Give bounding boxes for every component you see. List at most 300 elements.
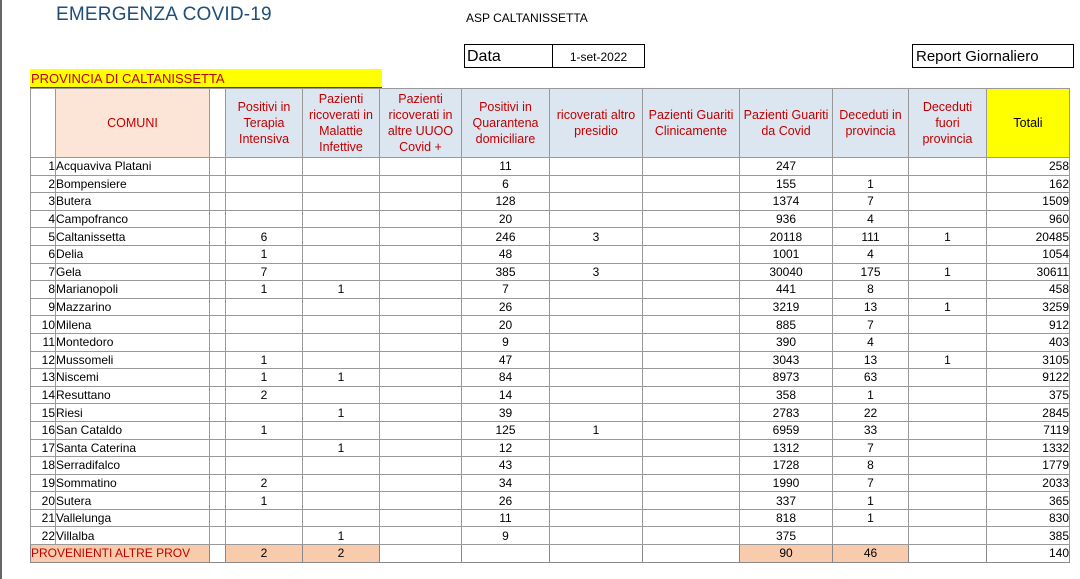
comune-name: Milena xyxy=(56,316,210,334)
cell-quarantena: 6 xyxy=(462,175,550,193)
comune-name: Serradifalco xyxy=(56,457,210,475)
cell-altro-presidio xyxy=(550,509,643,527)
cell-altro-presidio xyxy=(550,439,643,457)
cell-deceduti-prov: 22 xyxy=(833,404,909,422)
header-comuni: COMUNI xyxy=(56,89,210,158)
page-left-border xyxy=(0,0,2,579)
cell-deceduti-fuori xyxy=(909,316,987,334)
cell-malattie xyxy=(303,509,380,527)
cell-totali: 162 xyxy=(987,175,1070,193)
table-row xyxy=(31,263,1070,281)
cell-malattie xyxy=(303,492,380,510)
row-gap xyxy=(210,492,226,510)
header-terapia-intensiva: Positivi in Terapia Intensiva xyxy=(226,89,303,158)
row-gap xyxy=(210,421,226,439)
cell-quarantena: 48 xyxy=(462,245,550,263)
footer-row-altre-prov xyxy=(31,545,1070,563)
cell-clinicamente xyxy=(643,298,740,316)
cell-clinicamente xyxy=(643,421,740,439)
cell-clinicamente xyxy=(643,158,740,176)
cell-malattie xyxy=(303,298,380,316)
footer-totali: 140 xyxy=(987,545,1070,563)
table-header-row xyxy=(31,89,1070,158)
cell-altro-presidio xyxy=(550,527,643,545)
cell-deceduti-fuori xyxy=(909,492,987,510)
comune-name: Butera xyxy=(56,193,210,211)
cell-quarantena: 26 xyxy=(462,492,550,510)
table-row xyxy=(31,333,1070,351)
cell-altre xyxy=(380,210,462,228)
row-index: 3 xyxy=(31,193,56,211)
cell-deceduti-fuori xyxy=(909,281,987,299)
footer-label: PROVENIENTI ALTRE PROV xyxy=(31,545,210,563)
cell-deceduti-fuori xyxy=(909,158,987,176)
footer-gap xyxy=(210,545,226,563)
cell-da-covid: 337 xyxy=(740,492,833,510)
row-index: 4 xyxy=(31,210,56,228)
row-index: 9 xyxy=(31,298,56,316)
table-row xyxy=(31,509,1070,527)
cell-deceduti-fuori: 1 xyxy=(909,351,987,369)
cell-altre xyxy=(380,175,462,193)
row-gap xyxy=(210,386,226,404)
cell-malattie xyxy=(303,263,380,281)
footer-terapia: 2 xyxy=(226,545,303,563)
cell-terapia: 2 xyxy=(226,474,303,492)
cell-deceduti-fuori xyxy=(909,404,987,422)
cell-altre xyxy=(380,421,462,439)
header-malattie-infettive: Pazienti ricoverati in Malattie Infettive xyxy=(303,89,380,158)
row-gap xyxy=(210,193,226,211)
cell-malattie xyxy=(303,193,380,211)
row-index: 1 xyxy=(31,158,56,176)
cell-clinicamente xyxy=(643,263,740,281)
cell-altro-presidio xyxy=(550,245,643,263)
cell-altro-presidio xyxy=(550,193,643,211)
cell-deceduti-fuori xyxy=(909,245,987,263)
date-value: 1-set-2022 xyxy=(552,44,645,68)
cell-malattie xyxy=(303,386,380,404)
cell-totali: 7119 xyxy=(987,421,1070,439)
cell-deceduti-prov: 1 xyxy=(833,386,909,404)
cell-altro-presidio: 3 xyxy=(550,228,643,246)
date-label: Data xyxy=(464,44,552,68)
row-index: 17 xyxy=(31,439,56,457)
row-index: 5 xyxy=(31,228,56,246)
row-gap xyxy=(210,298,226,316)
cell-altre xyxy=(380,369,462,387)
cell-altre xyxy=(380,263,462,281)
header-guariti-da-covid: Pazienti Guariti da Covid xyxy=(740,89,833,158)
comune-name: Bompensiere xyxy=(56,175,210,193)
cell-da-covid: 818 xyxy=(740,509,833,527)
row-index: 22 xyxy=(31,527,56,545)
header-index xyxy=(31,89,56,158)
row-index: 11 xyxy=(31,333,56,351)
cell-clinicamente xyxy=(643,210,740,228)
cell-deceduti-prov: 1 xyxy=(833,175,909,193)
cell-deceduti-prov: 7 xyxy=(833,316,909,334)
cell-altre xyxy=(380,193,462,211)
table-row xyxy=(31,474,1070,492)
cell-terapia: 1 xyxy=(226,351,303,369)
cell-quarantena: 26 xyxy=(462,298,550,316)
comune-name: Caltanissetta xyxy=(56,228,210,246)
cell-malattie xyxy=(303,158,380,176)
cell-quarantena: 9 xyxy=(462,527,550,545)
cell-terapia: 1 xyxy=(226,369,303,387)
cell-altro-presidio xyxy=(550,386,643,404)
cell-altro-presidio xyxy=(550,333,643,351)
cell-deceduti-prov: 1 xyxy=(833,492,909,510)
cell-clinicamente xyxy=(643,404,740,422)
cell-malattie: 1 xyxy=(303,527,380,545)
cell-deceduti-prov: 13 xyxy=(833,351,909,369)
cell-clinicamente xyxy=(643,386,740,404)
cell-da-covid: 1001 xyxy=(740,245,833,263)
comune-name: Sommatino xyxy=(56,474,210,492)
cell-terapia: 7 xyxy=(226,263,303,281)
row-gap xyxy=(210,351,226,369)
cell-altre xyxy=(380,492,462,510)
cell-deceduti-prov: 4 xyxy=(833,245,909,263)
cell-clinicamente xyxy=(643,439,740,457)
cell-altre xyxy=(380,281,462,299)
cell-clinicamente xyxy=(643,281,740,299)
cell-da-covid: 1990 xyxy=(740,474,833,492)
row-index: 20 xyxy=(31,492,56,510)
row-index: 2 xyxy=(31,175,56,193)
row-gap xyxy=(210,404,226,422)
cell-terapia xyxy=(226,439,303,457)
cell-clinicamente xyxy=(643,351,740,369)
cell-deceduti-fuori xyxy=(909,369,987,387)
table-row xyxy=(31,404,1070,422)
cell-malattie xyxy=(303,474,380,492)
cell-deceduti-fuori xyxy=(909,193,987,211)
cell-altro-presidio xyxy=(550,492,643,510)
comune-name: Mussomeli xyxy=(56,351,210,369)
province-title: PROVINCIA DI CALTANISSETTA xyxy=(30,69,382,88)
cell-totali: 1332 xyxy=(987,439,1070,457)
cell-totali: 3259 xyxy=(987,298,1070,316)
comune-name: Niscemi xyxy=(56,369,210,387)
cell-malattie xyxy=(303,228,380,246)
cell-quarantena: 7 xyxy=(462,281,550,299)
cell-totali: 2033 xyxy=(987,474,1070,492)
table-row xyxy=(31,158,1070,176)
comune-name: Sutera xyxy=(56,492,210,510)
cell-altre xyxy=(380,316,462,334)
cell-totali: 458 xyxy=(987,281,1070,299)
cell-altro-presidio xyxy=(550,175,643,193)
cell-da-covid: 885 xyxy=(740,316,833,334)
comune-name: Villalba xyxy=(56,527,210,545)
cell-deceduti-fuori: 1 xyxy=(909,263,987,281)
cell-da-covid: 8973 xyxy=(740,369,833,387)
comune-name: Gela xyxy=(56,263,210,281)
cell-totali: 258 xyxy=(987,158,1070,176)
cell-totali: 3105 xyxy=(987,351,1070,369)
cell-altro-presidio xyxy=(550,298,643,316)
cell-quarantena: 20 xyxy=(462,316,550,334)
cell-altro-presidio: 1 xyxy=(550,421,643,439)
cell-totali: 2845 xyxy=(987,404,1070,422)
table-row xyxy=(31,527,1070,545)
cell-da-covid: 247 xyxy=(740,158,833,176)
cell-altre xyxy=(380,333,462,351)
cell-quarantena: 385 xyxy=(462,263,550,281)
cell-deceduti-prov: 111 xyxy=(833,228,909,246)
row-index: 7 xyxy=(31,263,56,281)
table-row xyxy=(31,369,1070,387)
header-deceduti-provincia: Deceduti in provincia xyxy=(833,89,909,158)
cell-clinicamente xyxy=(643,193,740,211)
row-gap xyxy=(210,281,226,299)
cell-deceduti-fuori xyxy=(909,333,987,351)
cell-deceduti-prov: 175 xyxy=(833,263,909,281)
cell-quarantena: 12 xyxy=(462,439,550,457)
cell-quarantena: 125 xyxy=(462,421,550,439)
row-gap xyxy=(210,263,226,281)
cell-da-covid: 1312 xyxy=(740,439,833,457)
cell-da-covid: 441 xyxy=(740,281,833,299)
cell-totali: 385 xyxy=(987,527,1070,545)
cell-deceduti-prov xyxy=(833,527,909,545)
cell-terapia xyxy=(226,298,303,316)
cell-altro-presidio xyxy=(550,457,643,475)
cell-deceduti-prov: 1 xyxy=(833,509,909,527)
cell-clinicamente xyxy=(643,245,740,263)
cell-deceduti-fuori xyxy=(909,386,987,404)
comune-name: Riesi xyxy=(56,404,210,422)
row-gap xyxy=(210,369,226,387)
cell-altre xyxy=(380,474,462,492)
table-row xyxy=(31,281,1070,299)
cell-da-covid: 1728 xyxy=(740,457,833,475)
cell-quarantena: 14 xyxy=(462,386,550,404)
footer-quarantena xyxy=(462,545,550,563)
header-altro-presidio: ricoverati altro presidio xyxy=(550,89,643,158)
cell-terapia xyxy=(226,457,303,475)
cell-da-covid: 2783 xyxy=(740,404,833,422)
cell-da-covid: 3219 xyxy=(740,298,833,316)
cell-altro-presidio: 3 xyxy=(550,263,643,281)
cell-totali: 960 xyxy=(987,210,1070,228)
row-index: 19 xyxy=(31,474,56,492)
cell-clinicamente xyxy=(643,316,740,334)
header-altre-uuoo: Pazienti ricoverati in altre UUOO Covid + xyxy=(380,89,462,158)
cell-malattie: 1 xyxy=(303,404,380,422)
cell-altro-presidio xyxy=(550,210,643,228)
cell-da-covid: 1374 xyxy=(740,193,833,211)
cell-totali: 9122 xyxy=(987,369,1070,387)
cell-deceduti-prov: 8 xyxy=(833,281,909,299)
comune-name: Montedoro xyxy=(56,333,210,351)
cell-altro-presidio xyxy=(550,281,643,299)
cell-deceduti-fuori xyxy=(909,210,987,228)
cell-malattie xyxy=(303,245,380,263)
cell-totali: 1779 xyxy=(987,457,1070,475)
row-index: 21 xyxy=(31,509,56,527)
cell-da-covid: 936 xyxy=(740,210,833,228)
row-index: 6 xyxy=(31,245,56,263)
footer-altre xyxy=(380,545,462,563)
cell-quarantena: 84 xyxy=(462,369,550,387)
cell-altre xyxy=(380,404,462,422)
cell-totali: 30611 xyxy=(987,263,1070,281)
cell-altre xyxy=(380,386,462,404)
cell-quarantena: 9 xyxy=(462,333,550,351)
cell-da-covid: 30040 xyxy=(740,263,833,281)
cell-terapia xyxy=(226,210,303,228)
cell-deceduti-prov xyxy=(833,158,909,176)
cell-da-covid: 375 xyxy=(740,527,833,545)
cell-terapia: 1 xyxy=(226,421,303,439)
footer-deceduti-fuori xyxy=(909,545,987,563)
comune-name: Marianopoli xyxy=(56,281,210,299)
cell-terapia xyxy=(226,193,303,211)
cell-altre xyxy=(380,439,462,457)
cell-clinicamente xyxy=(643,175,740,193)
cell-da-covid: 6959 xyxy=(740,421,833,439)
header-guariti-clinicamente: Pazienti Guariti Clinicamente xyxy=(643,89,740,158)
cell-quarantena: 128 xyxy=(462,193,550,211)
cell-quarantena: 11 xyxy=(462,158,550,176)
cell-deceduti-fuori xyxy=(909,175,987,193)
cell-altro-presidio xyxy=(550,369,643,387)
cell-altre xyxy=(380,228,462,246)
cell-quarantena: 246 xyxy=(462,228,550,246)
cell-clinicamente xyxy=(643,492,740,510)
cell-malattie xyxy=(303,210,380,228)
table-row xyxy=(31,351,1070,369)
table-row xyxy=(31,492,1070,510)
table-row xyxy=(31,421,1070,439)
row-gap xyxy=(210,316,226,334)
table-row xyxy=(31,457,1070,475)
cell-deceduti-fuori xyxy=(909,457,987,475)
row-gap xyxy=(210,228,226,246)
cell-deceduti-prov: 7 xyxy=(833,193,909,211)
cell-altro-presidio xyxy=(550,474,643,492)
cell-deceduti-fuori xyxy=(909,421,987,439)
row-gap xyxy=(210,439,226,457)
cell-altre xyxy=(380,298,462,316)
cell-da-covid: 390 xyxy=(740,333,833,351)
cell-deceduti-fuori xyxy=(909,474,987,492)
cell-clinicamente xyxy=(643,228,740,246)
comune-name: Vallelunga xyxy=(56,509,210,527)
cell-terapia: 6 xyxy=(226,228,303,246)
footer-malattie: 2 xyxy=(303,545,380,563)
row-gap xyxy=(210,457,226,475)
table-row xyxy=(31,386,1070,404)
cell-malattie: 1 xyxy=(303,281,380,299)
cell-malattie xyxy=(303,333,380,351)
row-index: 14 xyxy=(31,386,56,404)
footer-da-covid: 90 xyxy=(740,545,833,563)
row-gap xyxy=(210,509,226,527)
cell-totali: 1054 xyxy=(987,245,1070,263)
cell-malattie: 1 xyxy=(303,369,380,387)
cell-deceduti-prov: 4 xyxy=(833,333,909,351)
cell-altre xyxy=(380,351,462,369)
cell-da-covid: 20118 xyxy=(740,228,833,246)
cell-altre xyxy=(380,245,462,263)
cell-clinicamente xyxy=(643,474,740,492)
comune-name: Mazzarino xyxy=(56,298,210,316)
row-index: 16 xyxy=(31,421,56,439)
cell-quarantena: 43 xyxy=(462,457,550,475)
table-row xyxy=(31,298,1070,316)
header-quarantena: Positivi in Quarantena domiciliare xyxy=(462,89,550,158)
table-row xyxy=(31,193,1070,211)
cell-deceduti-prov: 4 xyxy=(833,210,909,228)
comune-name: San Cataldo xyxy=(56,421,210,439)
cell-quarantena: 34 xyxy=(462,474,550,492)
cell-deceduti-prov: 8 xyxy=(833,457,909,475)
cell-quarantena: 47 xyxy=(462,351,550,369)
row-index: 12 xyxy=(31,351,56,369)
cell-malattie xyxy=(303,351,380,369)
cell-terapia: 2 xyxy=(226,386,303,404)
cell-malattie xyxy=(303,316,380,334)
cell-deceduti-prov: 63 xyxy=(833,369,909,387)
cell-quarantena: 11 xyxy=(462,509,550,527)
cell-terapia: 1 xyxy=(226,492,303,510)
table-row xyxy=(31,245,1070,263)
cell-totali: 20485 xyxy=(987,228,1070,246)
cell-da-covid: 155 xyxy=(740,175,833,193)
cell-terapia xyxy=(226,527,303,545)
cell-deceduti-fuori: 1 xyxy=(909,298,987,316)
table-row xyxy=(31,316,1070,334)
page-title: EMERGENZA COVID-19 xyxy=(56,4,272,25)
cell-clinicamente xyxy=(643,369,740,387)
cell-clinicamente xyxy=(643,333,740,351)
cell-terapia xyxy=(226,333,303,351)
cell-altro-presidio xyxy=(550,351,643,369)
cell-clinicamente xyxy=(643,457,740,475)
cell-terapia xyxy=(226,404,303,422)
cell-totali: 1509 xyxy=(987,193,1070,211)
cell-terapia: 1 xyxy=(226,245,303,263)
cell-altre xyxy=(380,158,462,176)
cell-altro-presidio xyxy=(550,316,643,334)
header-gap xyxy=(210,89,226,158)
cell-deceduti-fuori: 1 xyxy=(909,228,987,246)
row-index: 10 xyxy=(31,316,56,334)
row-index: 8 xyxy=(31,281,56,299)
footer-altro-presidio xyxy=(550,545,643,563)
cell-malattie xyxy=(303,175,380,193)
row-gap xyxy=(210,210,226,228)
cell-terapia xyxy=(226,316,303,334)
footer-clinicamente xyxy=(643,545,740,563)
cell-altre xyxy=(380,457,462,475)
comune-name: Resuttano xyxy=(56,386,210,404)
cell-quarantena: 20 xyxy=(462,210,550,228)
row-gap xyxy=(210,245,226,263)
row-index: 13 xyxy=(31,369,56,387)
cell-totali: 912 xyxy=(987,316,1070,334)
cell-deceduti-prov: 7 xyxy=(833,474,909,492)
comune-name: Delia xyxy=(56,245,210,263)
cell-altro-presidio xyxy=(550,404,643,422)
comune-name: Acquaviva Platani xyxy=(56,158,210,176)
cell-deceduti-fuori xyxy=(909,527,987,545)
